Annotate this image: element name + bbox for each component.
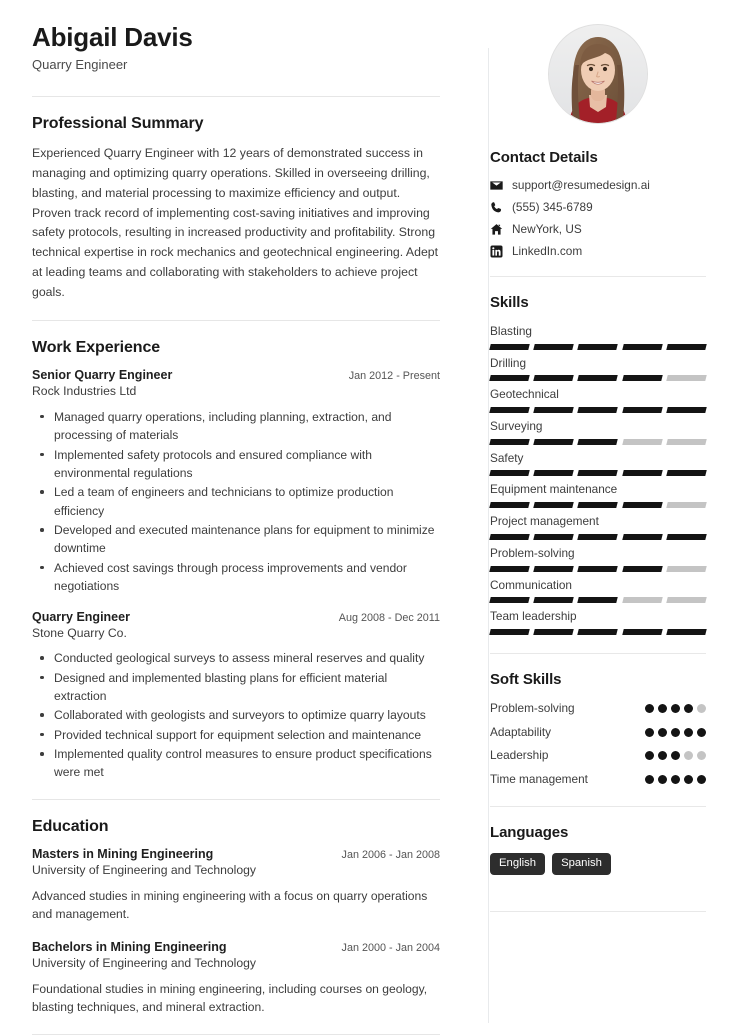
work-entry-head [32,368,440,382]
candidate-name: Abigail Davis [32,22,193,52]
skill-item [490,577,706,604]
soft-skill-dot [645,775,654,784]
soft-skill-label: Time management [490,772,588,787]
work-entry [32,610,440,782]
skill-segment [489,629,530,635]
skill-segment [533,566,574,572]
skill-segment [622,597,663,603]
skill-segment [533,407,574,413]
skill-segment [622,407,663,413]
skill-segment [622,566,663,572]
skill-item [490,418,706,445]
education-date: Jan 2000 - Jan 2004 [341,942,440,955]
skill-segment [666,344,707,350]
soft-skill-dot [697,775,706,784]
skill-item [490,386,706,413]
education-description: Advanced studies in mining engineering with a focus on quarry operations and management. [32,888,428,922]
section-title-education: Education [32,817,109,835]
skill-segment [578,629,619,635]
skill-segment [622,375,663,381]
work-date: Aug 2008 - Dec 2011 [338,611,440,624]
contact-list [490,178,706,258]
skill-segment [489,502,530,508]
skill-segment [622,502,663,508]
work-role: Quarry Engineer [32,609,130,624]
skill-segment [666,629,707,635]
section-title-work: Work Experience [32,339,161,357]
soft-skill-dot [684,728,693,737]
skill-segment [622,534,663,540]
skill-level-bar [490,344,706,350]
soft-skill-dot [671,728,680,737]
skill-segment [578,597,619,603]
home-icon [490,223,512,236]
soft-skill-dot [697,704,706,713]
profile-photo-wrapper [490,25,706,123]
skill-segment [622,344,663,350]
skill-item [490,545,706,572]
section-work-experience [32,321,440,782]
skill-segment [666,597,707,603]
soft-skill-dot [684,704,693,713]
soft-skill-dot [658,751,667,760]
skill-segment [533,629,574,635]
summary-text: Experienced Quarry Engineer with 12 years of demonstrated success in managing and optimizing quarry operations. Skilled in overseeing drilling, blasting, and material processing to maximize efficiency and output. Proven track record of implementing cost-saving initiatives and improving safety protocols, resulting in increased productivity and profitability. Strong technical expertise in rock mechanics and geotechnical engineering. Adept at leading teams and collaborating with stakeholders to achieve project goals. [32,145,439,300]
work-bullet: Conducted geological surveys to assess mineral reserves and quality [32,649,440,667]
soft-skills-list [490,700,706,788]
skill-level-bar [490,534,706,540]
work-bullets [32,649,440,782]
soft-skill-item [490,771,706,788]
contact-item-phone[interactable] [490,200,706,214]
skill-segment [533,470,574,476]
skill-segment [533,439,574,445]
header-block [32,22,440,74]
work-entry [32,368,440,595]
section-title-skills: Skills [490,294,529,311]
soft-skill-dot [671,704,680,713]
linkedin-icon [490,245,512,258]
soft-skill-dot [645,728,654,737]
work-bullet: Developed and executed maintenance plans for equipment to minimize downtime [32,521,440,558]
skill-label: Problem-solving [490,545,575,560]
soft-skill-dot [697,751,706,760]
skill-segment [489,375,530,381]
work-bullet: Implemented quality control measures to ensure product specifications were met [32,745,440,782]
soft-skill-dot [697,728,706,737]
work-bullet: Designed and implemented blasting plans for efficient material extraction [32,669,440,706]
work-organization: Rock Industries Ltd [32,384,137,399]
skill-segment [489,470,530,476]
languages-list [490,853,706,876]
skill-level-bar [490,470,706,476]
section-title-contact: Contact Details [490,149,598,166]
work-bullet: Implemented safety protocols and ensured compliance with environmental regulations [32,446,440,483]
soft-skill-rating [645,724,706,737]
skill-segment [533,534,574,540]
skill-segment [578,566,619,572]
work-bullet: Collaborated with geologists and surveyors to optimize quarry layouts [32,706,440,724]
work-bullet: Provided technical support for equipment selection and maintenance [32,726,440,744]
skill-item [490,513,706,540]
education-entry [32,847,440,924]
skill-segment [489,597,530,603]
skill-label: Equipment maintenance [490,482,618,497]
skill-segment [666,470,707,476]
education-school: University of Engineering and Technology [32,862,257,877]
skill-segment [666,566,707,572]
soft-skill-label: Problem-solving [490,700,575,715]
section-title-summary: Professional Summary [32,114,204,132]
skill-label: Blasting [490,324,532,338]
skill-segment [489,344,530,350]
avatar [549,25,647,123]
sidebar-column [464,22,730,1024]
skill-level-bar [490,375,706,381]
soft-skill-dot [671,775,680,784]
soft-skill-dot [671,751,680,760]
skill-level-bar [490,566,706,572]
skill-segment [578,534,619,540]
contact-value-email: support@resumedesign.ai [512,178,650,192]
skill-item [490,355,706,382]
skill-level-bar [490,502,706,508]
section-languages [490,807,706,876]
skill-segment [622,470,663,476]
skill-segment [489,407,530,413]
envelope-icon [490,179,512,192]
soft-skill-rating [645,747,706,760]
soft-skill-rating [645,700,706,713]
skill-item [490,323,706,350]
skill-segment [533,502,574,508]
soft-skill-label: Leadership [490,748,549,763]
skill-segment [489,439,530,445]
skill-segment [666,407,707,413]
skill-segment [666,502,707,508]
education-entry-head [32,847,440,861]
skill-segment [578,502,619,508]
language-pill: English [490,853,545,876]
soft-skill-item [490,724,706,741]
work-bullet: Led a team of engineers and technicians to optimize production efficiency [32,483,440,520]
education-date: Jan 2006 - Jan 2008 [341,848,440,861]
contact-value-location: NewYork, US [512,222,582,236]
skill-label: Geotechnical [490,387,559,402]
skill-label: Project management [490,514,599,529]
soft-skill-dot [684,751,693,760]
skills-list [490,323,706,635]
contact-item-linkedin[interactable] [490,244,706,258]
work-bullet: Achieved cost savings through process improvements and vendor negotiations [32,559,440,596]
section-contact-details [490,149,706,258]
skill-segment [533,375,574,381]
contact-value-linkedin: LinkedIn.com [512,244,583,258]
soft-skill-rating [645,771,706,784]
skill-segment [622,439,663,445]
soft-skill-dot [645,751,654,760]
skill-level-bar [490,629,706,635]
skill-label: Drilling [490,355,527,370]
education-entry [32,940,440,1017]
skill-level-bar [490,439,706,445]
soft-skill-dot [684,775,693,784]
skill-segment [666,375,707,381]
skill-segment [578,470,619,476]
skill-label: Team leadership [490,609,577,624]
section-soft-skills [490,654,706,788]
skill-segment [578,344,619,350]
skill-segment [578,439,619,445]
soft-skill-item [490,700,706,717]
soft-skill-dot [658,704,667,713]
skill-segment [489,566,530,572]
contact-item-location[interactable] [490,222,706,236]
work-entry-head [32,610,440,624]
skill-segment [666,534,707,540]
work-bullet: Managed quarry operations, including planning, extraction, and processing of materials [32,408,440,445]
education-entry-head [32,940,440,954]
skill-label: Surveying [490,419,543,434]
skill-segment [489,534,530,540]
skill-item [490,450,706,477]
work-date: Jan 2012 - Present [348,370,440,383]
skill-segment [578,375,619,381]
work-bullets [32,408,440,596]
main-column [0,22,464,1024]
soft-skill-item [490,747,706,764]
skill-segment [578,407,619,413]
skill-segment [533,344,574,350]
education-school: University of Engineering and Technology [32,956,257,971]
skill-level-bar [490,407,706,413]
candidate-job-title: Quarry Engineer [32,56,128,72]
skill-label: Communication [490,577,572,592]
education-degree: Masters in Mining Engineering [32,846,214,861]
soft-skill-dot [658,728,667,737]
phone-icon [490,201,512,214]
skill-item [490,481,706,508]
column-divider [488,48,489,1023]
languages-divider [490,911,706,912]
contact-value-phone: (555) 345-6789 [512,200,593,214]
skill-level-bar [490,597,706,603]
section-education [32,800,440,1017]
skill-item [490,608,706,635]
profile-photo-illustration [549,25,647,123]
skill-segment [622,629,663,635]
contact-item-email[interactable] [490,178,706,192]
skill-segment [533,597,574,603]
section-skills [490,277,706,635]
language-pill: Spanish [552,853,611,876]
work-role: Senior Quarry Engineer [32,368,173,383]
education-degree: Bachelors in Mining Engineering [32,940,227,955]
section-professional-summary [32,97,440,303]
skill-label: Safety [490,450,524,465]
education-description: Foundational studies in mining engineering, including courses on geology, blasting techniques, and mineral extraction. [32,981,428,1015]
section-title-languages: Languages [490,823,569,841]
skill-segment [666,439,707,445]
soft-skill-dot [658,775,667,784]
soft-skill-dot [645,704,654,713]
work-organization: Stone Quarry Co. [32,625,127,640]
soft-skill-label: Adaptability [490,724,551,739]
section-title-soft-skills: Soft Skills [490,670,562,688]
